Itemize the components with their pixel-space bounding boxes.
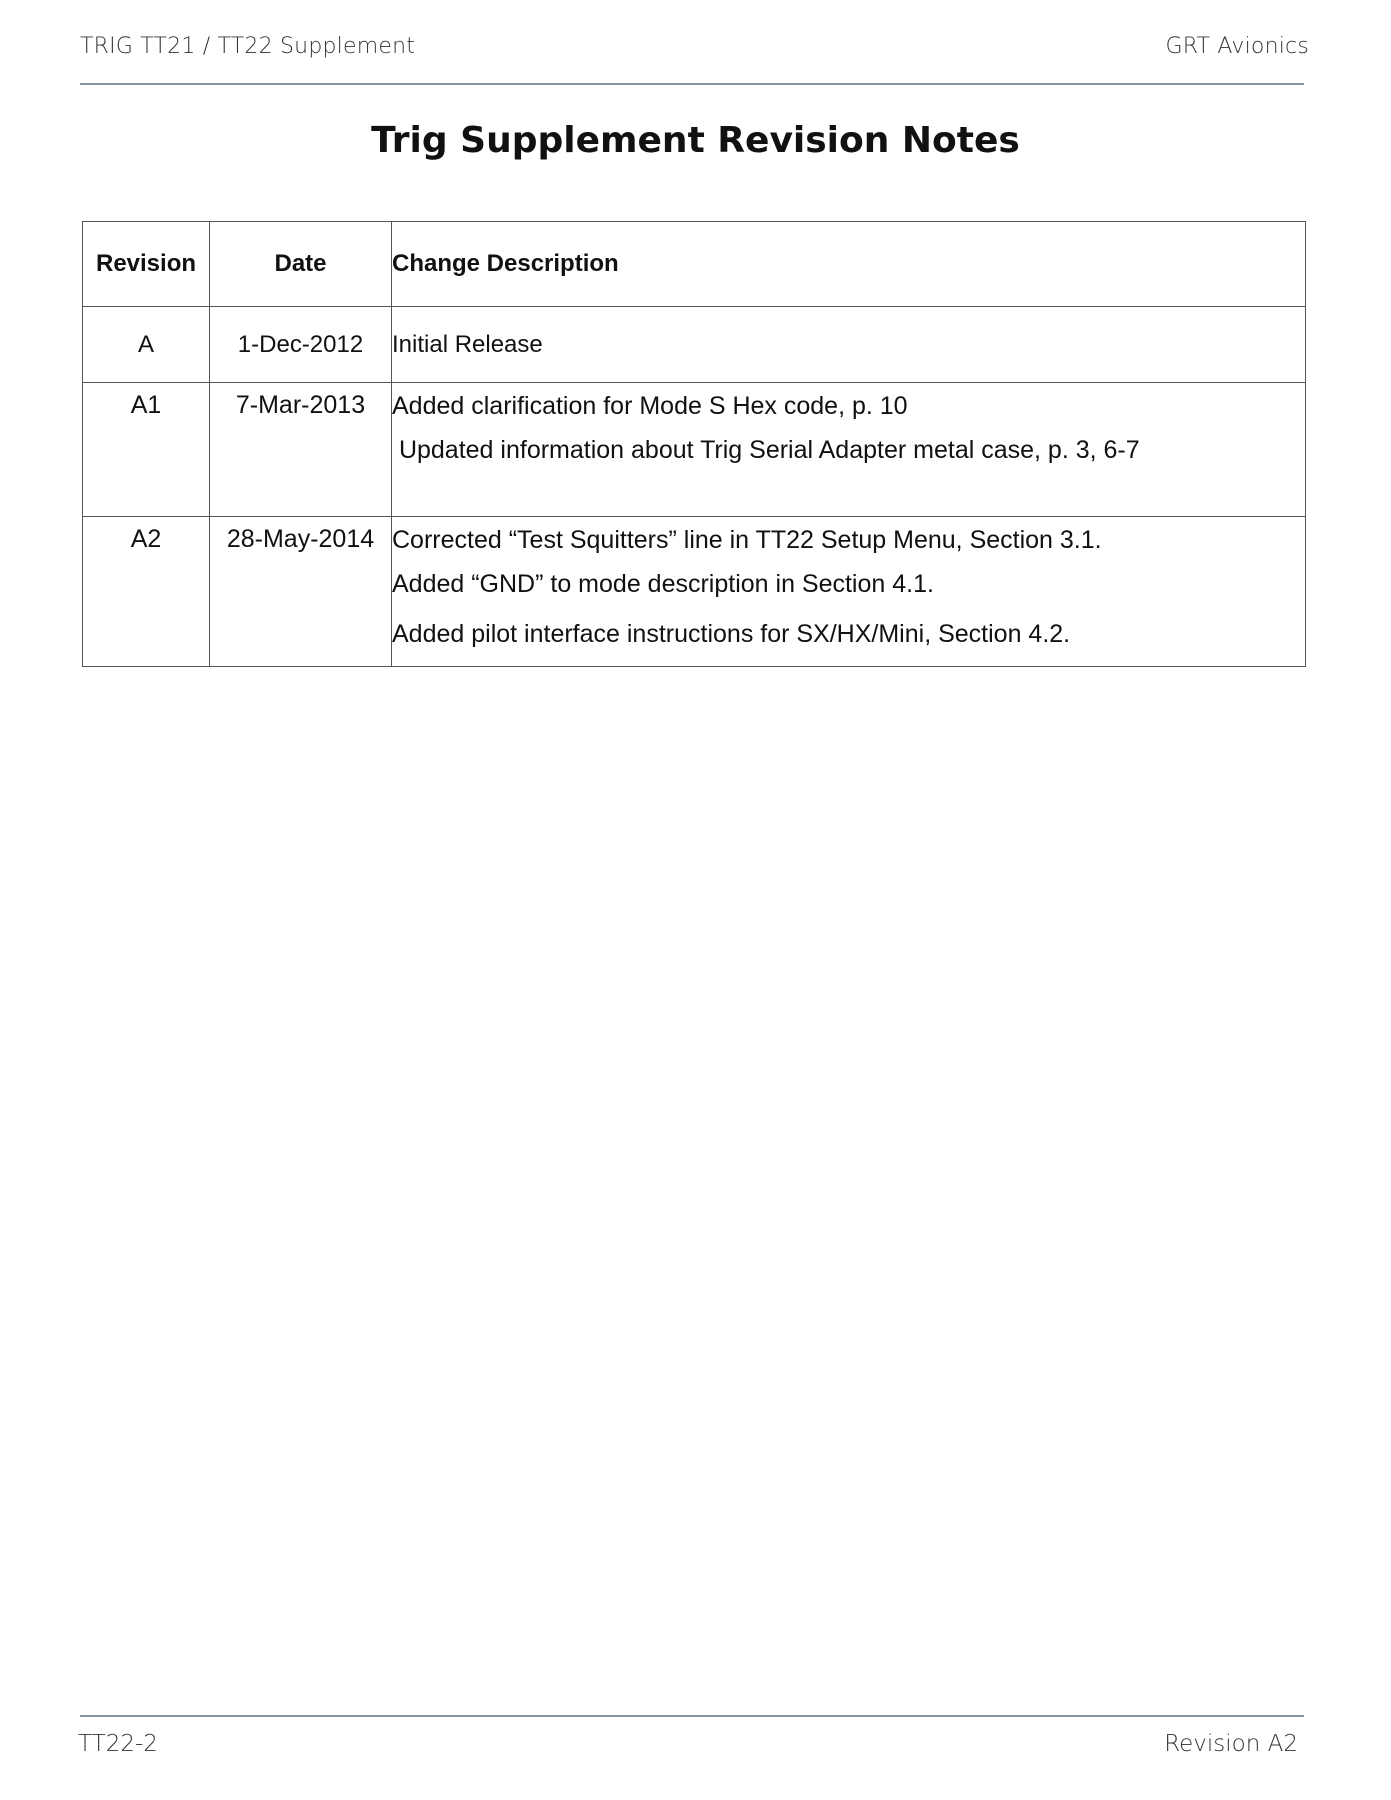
change-description-cell bbox=[392, 517, 1306, 667]
page-title: Trig Supplement Revision Notes bbox=[371, 120, 1020, 161]
change-description-cell bbox=[392, 307, 1306, 383]
table-row bbox=[83, 307, 1306, 383]
date-cell: 7-Mar-2013 bbox=[210, 383, 392, 517]
change-line: Updated information about Trig Serial Adapter metal case, p. 3, 6-7 bbox=[392, 436, 1140, 464]
header-document-title: TRIG TT21 / TT22 Supplement bbox=[80, 34, 416, 59]
table-header-row bbox=[83, 222, 1306, 307]
column-header-date: Date bbox=[210, 222, 392, 307]
change-line: Added “GND” to mode description in Section 4.1. bbox=[392, 570, 934, 598]
date-cell: 1-Dec-2012 bbox=[210, 307, 392, 383]
footer-page-number: TT22-2 bbox=[78, 1731, 158, 1757]
revision-table bbox=[82, 221, 1306, 667]
date-cell: 28-May-2014 bbox=[210, 517, 392, 667]
change-description-cell bbox=[392, 383, 1306, 517]
column-header-change-description: Change Description bbox=[392, 222, 1306, 307]
revision-cell: A1 bbox=[83, 383, 210, 517]
header-company-name: GRT Avionics bbox=[1165, 34, 1309, 59]
footer-divider bbox=[80, 1715, 1304, 1717]
footer-revision: Revision A2 bbox=[1164, 1731, 1298, 1757]
table-row bbox=[83, 517, 1306, 667]
change-line: Initial Release bbox=[392, 330, 543, 358]
revision-cell: A bbox=[83, 307, 210, 383]
column-header-revision: Revision bbox=[83, 222, 210, 307]
header-divider bbox=[80, 83, 1304, 85]
change-line: Added clarification for Mode S Hex code, p. 10 bbox=[392, 392, 908, 420]
change-line: Corrected “Test Squitters” line in TT22 Setup Menu, Section 3.1. bbox=[392, 526, 1102, 554]
table-row bbox=[83, 383, 1306, 517]
revision-cell: A2 bbox=[83, 517, 210, 667]
change-line: Added pilot interface instructions for SX/HX/Mini, Section 4.2. bbox=[392, 620, 1071, 648]
